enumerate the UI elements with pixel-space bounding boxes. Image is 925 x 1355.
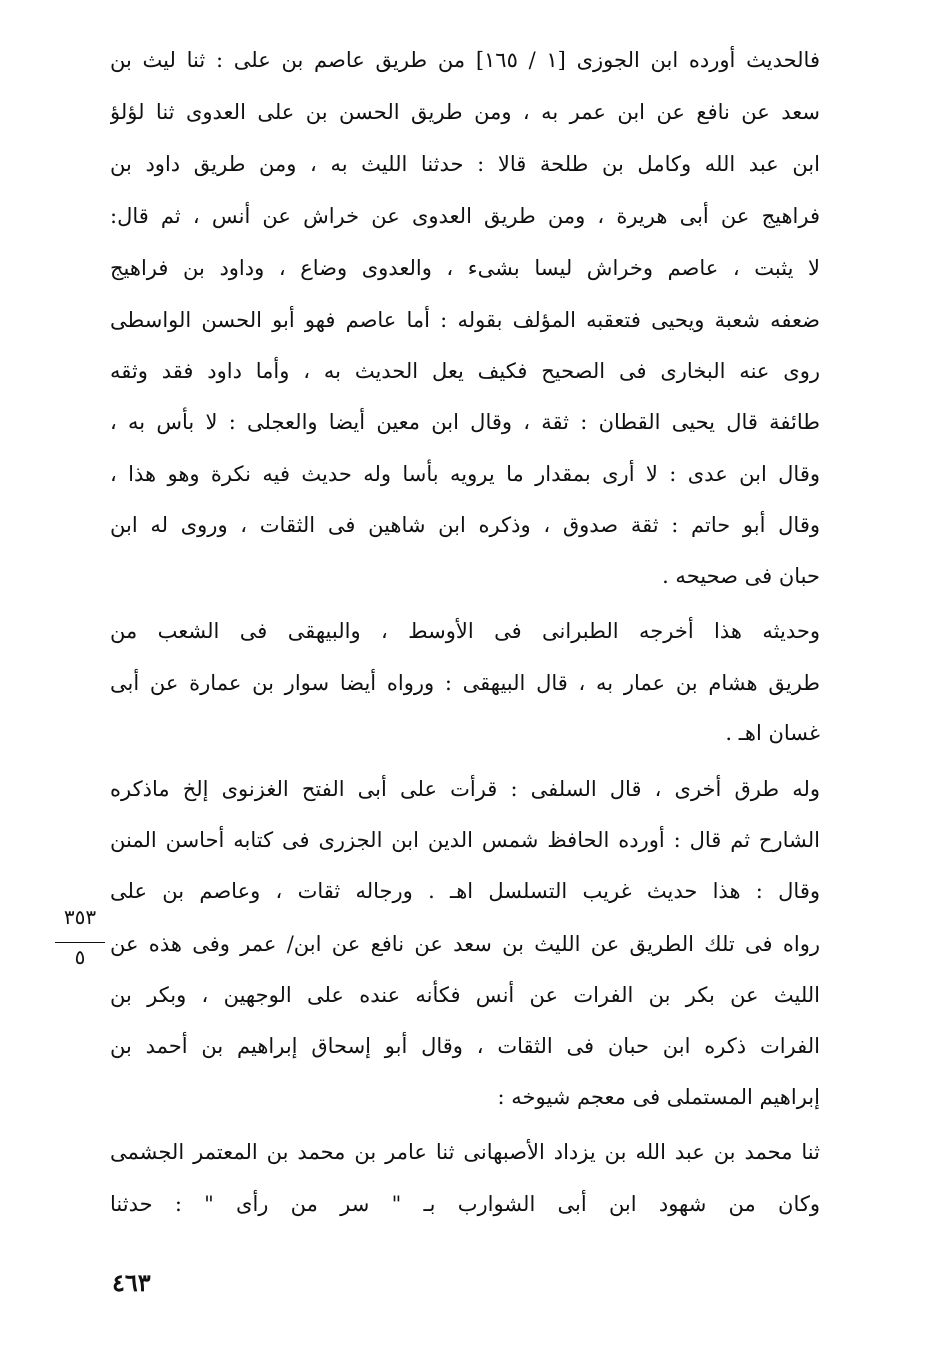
text-line: ابن عبد الله وكامل بن طلحة قالا : حدثنا الليث به ، ومن طريق داود بن <box>110 152 820 176</box>
page-number: ٤٦٣ <box>112 1268 151 1297</box>
text-line: فالحديث أورده ابن الجوزى [١ / ١٦٥] من طريق عاصم بن على : ثنا ليث بن <box>110 48 820 72</box>
text-line: وقال ابن عدى : لا أرى بمقدار ما يرويه بأسا وله حديث فيه نكرة وهو هذا ، <box>110 462 820 486</box>
text-line: لا يثبت ، عاصم وخراش ليسا بشىء ، والعدوى وضاع ، وداود بن فراهيج <box>110 256 820 280</box>
text-line: وكان من شهود ابن أبى الشوارب بـ " سر من رأى " : حدثنا <box>110 1192 820 1216</box>
text-line: الشارح ثم قال : أورده الحافظ شمس الدين ابن الجزرى فى كتابه أحاسن المنن <box>110 828 820 852</box>
margin-ref-folio: ٣٥٣ <box>63 905 97 929</box>
text-line: غسان اهـ . <box>725 721 820 745</box>
text-line: طريق هشام بن عمار به ، قال البيهقى : ورواه أيضا سوار بن عمارة عن أبى <box>110 671 820 695</box>
text-line: وقال : هذا حديث غريب التسلسل اهـ . ورجاله ثقات ، وعاصم بن على <box>110 879 820 903</box>
text-line: ثنا محمد بن عبد الله بن يزداد الأصبهانى ثنا عامر بن محمد بن المعتمر الجشمى <box>110 1140 820 1164</box>
text-line: الليث عن بكر بن الفرات عن أنس فكأنه عنده على الوجهين ، وبكر بن <box>110 983 820 1007</box>
margin-ref-divider <box>55 942 105 943</box>
text-line: وحديثه هذا أخرجه الطبرانى فى الأوسط ، والبيهقى فى الشعب من <box>110 619 820 643</box>
text-line: حبان فى صحيحه . <box>662 564 820 588</box>
text-line: روى عنه البخارى فى الصحيح فكيف يعل الحديث به ، وأما داود فقد وثقه <box>110 359 820 383</box>
text-line: وقال أبو حاتم : ثقة صدوق ، وذكره ابن شاهين فى الثقات ، وروى له ابن <box>110 513 820 537</box>
text-line: وله طرق أخرى ، قال السلفى : قرأت على أبى الفتح الغزنوى إلخ ماذكره <box>110 777 820 801</box>
text-line: فراهيج عن أبى هريرة ، ومن طريق العدوى عن خراش عن أنس ، ثم قال: <box>110 204 820 228</box>
text-line: سعد عن نافع عن ابن عمر به ، ومن طريق الحسن بن على العدوى ثنا لؤلؤ <box>110 100 820 124</box>
text-line: طائفة قال يحيى القطان : ثقة ، وقال ابن معين أيضا والعجلى : لا بأس به ، <box>110 410 820 434</box>
text-line: الفرات ذكره ابن حبان فى الثقات ، وقال أبو إسحاق إبراهيم بن أحمد بن <box>110 1034 820 1058</box>
text-line: رواه فى تلك الطريق عن الليث بن سعد عن نافع عن ابن/ عمر وفى هذه عن <box>110 932 820 956</box>
text-line: ضعفه شعبة ويحيى فتعقبه المؤلف بقوله : أما عاصم فهو أبو الحسن الواسطى <box>110 308 820 332</box>
text-line: إبراهيم المستملى فى معجم شيوخه : <box>497 1085 820 1109</box>
margin-ref-line: ٥ <box>74 945 86 969</box>
